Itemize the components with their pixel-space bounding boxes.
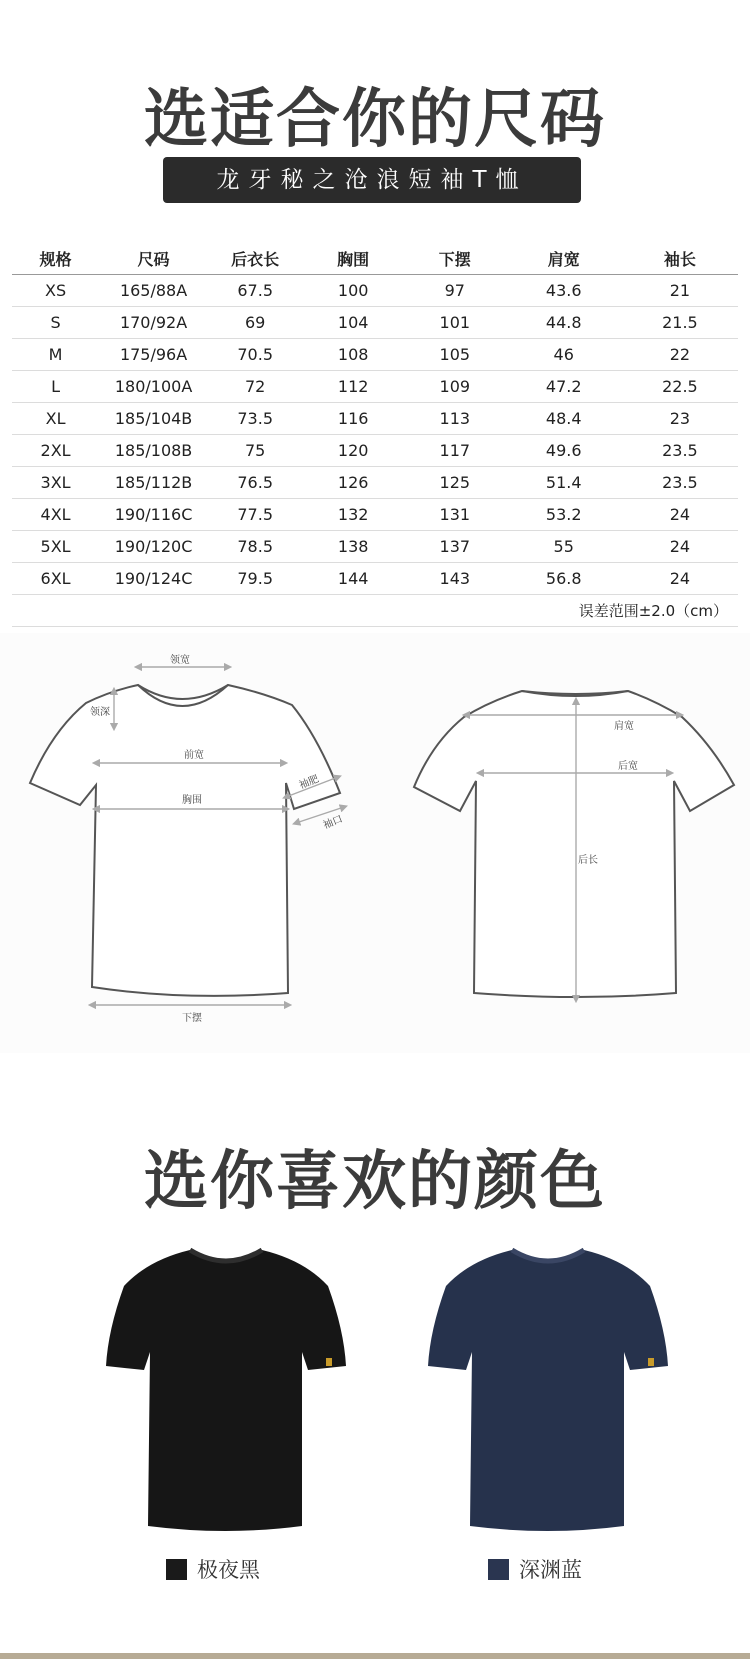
table-cell: 185/108B	[99, 435, 208, 467]
table-row	[12, 563, 738, 595]
table-cell: 51.4	[506, 467, 622, 499]
table-cell: 185/104B	[99, 403, 208, 435]
table-cell: 132	[302, 499, 404, 531]
table-cell: 70.5	[208, 339, 302, 371]
table-row	[12, 307, 738, 339]
column-header: 尺码	[99, 242, 208, 275]
table-row	[12, 339, 738, 371]
column-header: 肩宽	[506, 242, 622, 275]
table-cell: 53.2	[506, 499, 622, 531]
table-cell: 76.5	[208, 467, 302, 499]
table-cell: 109	[404, 371, 506, 403]
navy-color-label: 深渊蓝	[519, 1558, 582, 1582]
column-header: 后衣长	[208, 242, 302, 275]
column-header: 下摆	[404, 242, 506, 275]
bottom-divider	[0, 1653, 750, 1659]
table-cell: 22.5	[622, 371, 738, 403]
navy-tshirt-body	[428, 1250, 668, 1531]
table-cell: 49.6	[506, 435, 622, 467]
table-cell: 44.8	[506, 307, 622, 339]
table-cell: 77.5	[208, 499, 302, 531]
black-color-label: 极夜黑	[197, 1558, 260, 1582]
table-cell: XL	[12, 403, 99, 435]
table-cell: 78.5	[208, 531, 302, 563]
navy-tshirt-tag	[648, 1358, 654, 1366]
table-row	[12, 467, 738, 499]
table-cell: 131	[404, 499, 506, 531]
table-cell: 190/124C	[99, 563, 208, 595]
table-cell: 185/112B	[99, 467, 208, 499]
black-tshirt-shape	[96, 1246, 356, 1536]
table-cell: 4XL	[12, 499, 99, 531]
table-cell: 116	[302, 403, 404, 435]
hem-label: 下摆	[182, 1013, 202, 1024]
table-cell: XS	[12, 275, 99, 307]
chest-label: 胸围	[182, 795, 202, 806]
table-cell: 67.5	[208, 275, 302, 307]
table-cell: 97	[404, 275, 506, 307]
table-row	[12, 531, 738, 563]
table-cell: 24	[622, 531, 738, 563]
table-cell: 22	[622, 339, 738, 371]
table-cell: 104	[302, 307, 404, 339]
color-option-black[interactable]	[166, 1554, 260, 1584]
table-cell: 125	[404, 467, 506, 499]
table-row	[12, 435, 738, 467]
color-section-title: 选你喜欢的颜色	[144, 1145, 606, 1219]
back-length-label: 后长	[578, 855, 598, 866]
table-cell: 24	[622, 563, 738, 595]
table-cell: 3XL	[12, 467, 99, 499]
table-cell: 47.2	[506, 371, 622, 403]
front-width-label: 前宽	[184, 750, 204, 761]
table-cell: 175/96A	[99, 339, 208, 371]
front-tshirt-outline	[30, 685, 340, 996]
size-table-body	[12, 275, 738, 627]
table-cell: 21.5	[622, 307, 738, 339]
table-cell: 23.5	[622, 435, 738, 467]
size-table-header-row	[12, 242, 738, 275]
table-cell: 190/120C	[99, 531, 208, 563]
tshirt-diagram-svg	[0, 633, 750, 1053]
navy-swatch	[488, 1559, 509, 1580]
black-tshirt-image	[96, 1246, 356, 1536]
table-cell: 75	[208, 435, 302, 467]
table-cell: 143	[404, 563, 506, 595]
table-cell: 72	[208, 371, 302, 403]
table-cell: S	[12, 307, 99, 339]
table-cell: 55	[506, 531, 622, 563]
table-cell: 170/92A	[99, 307, 208, 339]
table-cell: 23.5	[622, 467, 738, 499]
table-cell: 6XL	[12, 563, 99, 595]
table-cell: 113	[404, 403, 506, 435]
collar-width-label: 领宽	[170, 655, 190, 666]
table-cell: 144	[302, 563, 404, 595]
table-cell: 101	[404, 307, 506, 339]
size-section-title: 选适合你的尺码	[144, 83, 606, 157]
black-tshirt-tag	[326, 1358, 332, 1366]
table-cell: 190/116C	[99, 499, 208, 531]
table-cell: 21	[622, 275, 738, 307]
color-option-navy[interactable]	[488, 1554, 582, 1584]
table-cell: 79.5	[208, 563, 302, 595]
product-name-badge: 龙牙秘之沧浪短袖T恤	[163, 157, 581, 203]
black-tshirt-body	[106, 1250, 346, 1531]
table-cell: 69	[208, 307, 302, 339]
table-cell: 180/100A	[99, 371, 208, 403]
navy-tshirt-shape	[418, 1246, 678, 1536]
table-cell: 126	[302, 467, 404, 499]
table-cell: 100	[302, 275, 404, 307]
table-cell: 137	[404, 531, 506, 563]
table-cell: 120	[302, 435, 404, 467]
table-cell: M	[12, 339, 99, 371]
table-note-row	[12, 595, 738, 627]
collar-depth-label: 领深	[90, 707, 110, 718]
sleeve-width-label: 袖肥	[297, 773, 321, 792]
table-cell: 56.8	[506, 563, 622, 595]
column-header: 规格	[12, 242, 99, 275]
table-cell: 117	[404, 435, 506, 467]
column-header: 袖长	[622, 242, 738, 275]
table-cell: 112	[302, 371, 404, 403]
column-header: 胸围	[302, 242, 404, 275]
table-cell: 165/88A	[99, 275, 208, 307]
table-cell: 43.6	[506, 275, 622, 307]
table-cell: 48.4	[506, 403, 622, 435]
measurement-diagram	[0, 633, 750, 1053]
table-cell: 105	[404, 339, 506, 371]
back-tshirt-outline	[414, 691, 734, 997]
table-cell: L	[12, 371, 99, 403]
navy-tshirt-image	[418, 1246, 678, 1536]
table-cell: 138	[302, 531, 404, 563]
table-cell: 5XL	[12, 531, 99, 563]
table-cell: 46	[506, 339, 622, 371]
table-row	[12, 499, 738, 531]
table-cell: 108	[302, 339, 404, 371]
shoulder-label: 肩宽	[614, 721, 634, 732]
back-width-label: 后宽	[618, 761, 638, 772]
table-row	[12, 371, 738, 403]
table-cell: 73.5	[208, 403, 302, 435]
cuff-label: 袖口	[321, 813, 345, 832]
table-cell: 24	[622, 499, 738, 531]
size-table	[12, 242, 738, 627]
table-cell: 23	[622, 403, 738, 435]
black-swatch	[166, 1559, 187, 1580]
tolerance-note: 误差范围±2.0（cm）	[12, 595, 738, 627]
table-cell: 2XL	[12, 435, 99, 467]
table-row	[12, 403, 738, 435]
table-row	[12, 275, 738, 307]
